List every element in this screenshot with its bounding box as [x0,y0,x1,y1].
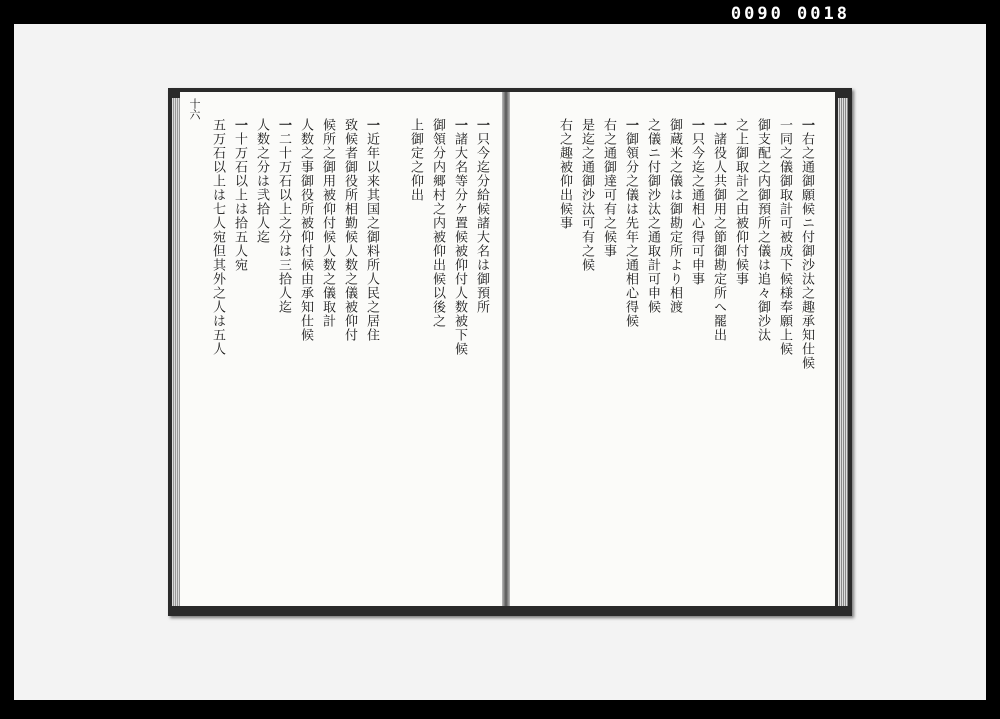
text-column [641,118,663,596]
text-column [404,118,426,596]
item-mark: 一 [452,118,467,132]
column-text: 上御定之仰出 [408,118,423,202]
column-text: 右之通御達可有之候事 [601,118,616,258]
column-text: 人数之分は弐拾人迄 [254,118,269,244]
column-text: 近年以来其国之御料所人民之居住 [364,132,379,342]
text-column [795,118,817,596]
text-column [729,118,751,596]
item-mark: 一 [232,118,247,132]
text-column [575,118,597,596]
column-text: 人数之事御役所被仰付候由承知仕候 [298,118,313,342]
column-text: 二十万石以上之分は三拾人迄 [276,132,291,314]
text-column [707,118,729,596]
text-column [272,118,294,596]
text-column [751,118,773,596]
column-text: 候所之御用被仰付候人数之儀取計 [320,118,335,328]
text-column [426,118,448,596]
left-page [180,92,502,606]
item-mark: 一 [364,118,379,132]
column-text: 御領分之儀は先年之通相心得候 [623,132,638,328]
column-text: 五万石以上は七人宛但其外之人は五人 [210,118,225,356]
text-column [316,118,338,596]
text-column [338,118,360,596]
item-mark: 一 [474,118,489,132]
column-text: 御支配之内御預所之儀は追々御沙汰 [755,118,770,342]
left-page-text-columns [202,118,492,596]
film-frame-number: 0090 0018 [730,4,850,24]
text-column [619,118,641,596]
text-column [597,118,619,596]
book-gutter [502,92,510,606]
open-book [168,88,852,616]
text-column [663,118,685,596]
column-text: 諸役人共御用之節御勘定所へ罷出 [711,132,726,342]
item-mark: 一 [799,118,814,132]
page-edges-right [838,98,848,606]
column-text: 是迄之通御沙汰可有之候 [579,118,594,272]
page-edges-left [172,98,180,606]
column-text: 御領分内郷村之内被仰出候以後之 [430,118,445,328]
text-column [553,118,575,596]
text-column [448,118,470,596]
column-text: 右之趣被仰出候事 [557,118,572,230]
column-text: 諸大名等分ケ置候被仰付人数被下候 [452,132,467,356]
column-text: 一同之儀御取計可被成下候様奉願上候 [777,118,792,356]
column-text: 右之通御願候ニ付御沙汰之趣承知仕候 [799,132,814,370]
column-text: 只今迄之通相心得可申事 [689,132,704,286]
right-page-text-columns [520,118,817,596]
column-text: 之上御取計之由被仰付候事 [733,118,748,286]
column-text: 致候者御役所相勤候人数之儀被仰付 [342,118,357,342]
column-text: 十万石以上は拾五人宛 [232,132,247,272]
text-column [250,118,272,596]
text-column [294,118,316,596]
text-column [470,118,492,596]
column-text: 之儀ニ付御沙汰之通取計可申候 [645,118,660,314]
item-mark: 一 [711,118,726,132]
item-mark: 一 [689,118,704,132]
text-column [206,118,228,596]
item-mark: 一 [623,118,638,132]
page-number: 十六 [188,98,201,120]
text-column [773,118,795,596]
right-page [510,92,835,606]
item-mark: 一 [276,118,291,132]
text-column [382,118,404,596]
text-column [685,118,707,596]
column-text: 只今迄分給候諸大名は御預所 [474,132,489,314]
column-text: 御蔵米之儀は御勘定所より相渡 [667,118,682,314]
text-column [228,118,250,596]
text-column [360,118,382,596]
